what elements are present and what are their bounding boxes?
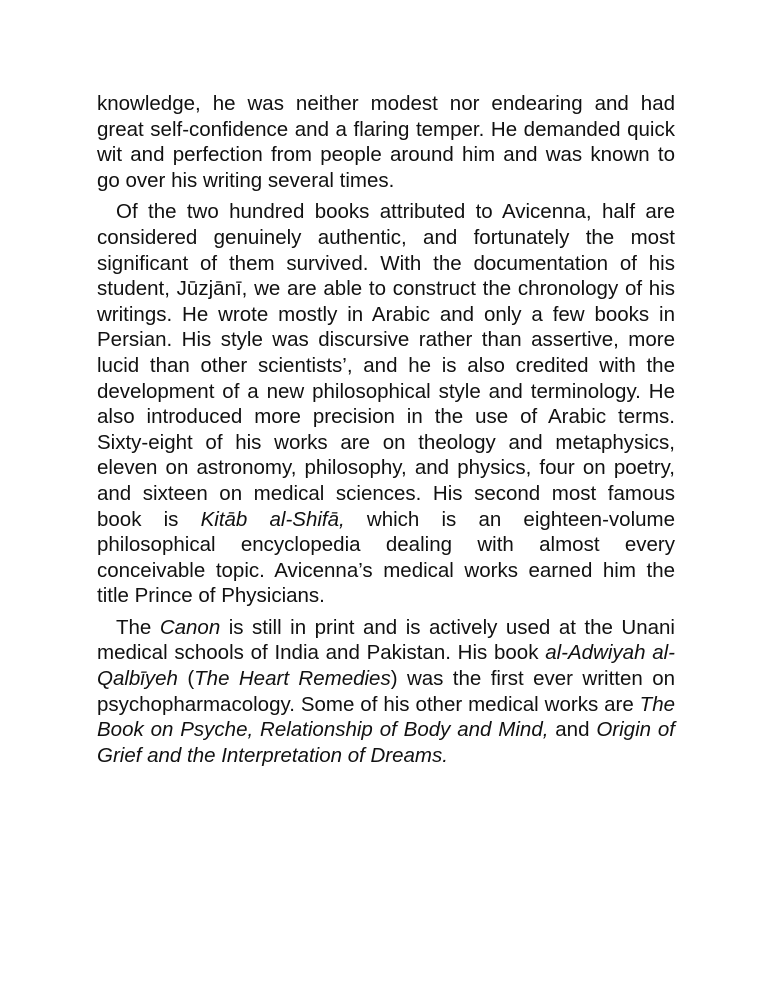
text-segment: ) was the first ever written on psychopharmacology. Some of his other medical works are [97,667,675,716]
document-page [97,91,675,774]
paragraph [97,91,675,193]
italic-text: The Heart Remedies [194,667,391,691]
body-text [97,91,675,768]
paragraph [97,199,675,609]
text-segment: Of the two hundred books attributed to Avicenna, half are considered genuinely authentic, and fortunately the most significant of them survived. With the documentation of his student, Jūzjānī, we are able to construct the chronology of his writings. He wrote mostly in Arabic and only a few books in Persian. His style was discursive rather than assertive, more lucid than other scientists’, and he is also credited with the development of a new philosophical style and terminology. He also introduced more precision in the use of Arabic terms. Sixty-eight of his works are on theology and metaphysics, eleven on astronomy, philosophy, and physics, four on poetry, and sixteen on medical sciences. His second most famous book is [97,200,675,531]
italic-text: al-Adwiyah al-Qalbīyeh [97,641,675,691]
text-segment: and [548,718,597,742]
text-segment: ( [177,667,195,691]
paragraph [97,615,675,769]
italic-text: Canon [159,615,221,639]
text-segment: The [116,615,160,639]
text-segment: knowledge, he was neither modest nor endearing and had great self-confidence and a flaring temper. He demanded quick wit and perfection from people around him and was known to go over his writing several times. [97,92,675,192]
italic-text: Origin of Grief and the Interpretation of Dreams. [97,718,675,767]
text-segment: is still in print and is actively used at the Unani medical schools of India and Pakistan. His book [97,615,675,665]
italic-text: The Book on Psyche, Relationship of Body and Mind, [97,692,675,742]
text-segment: which is an eighteen-volume philosophical encyclopedia dealing with almost every conceivable topic. Avicenna’s medical works earned him the title Prince of Physicians. [97,507,675,608]
italic-text: Kitāb al-Shifā, [200,507,345,531]
